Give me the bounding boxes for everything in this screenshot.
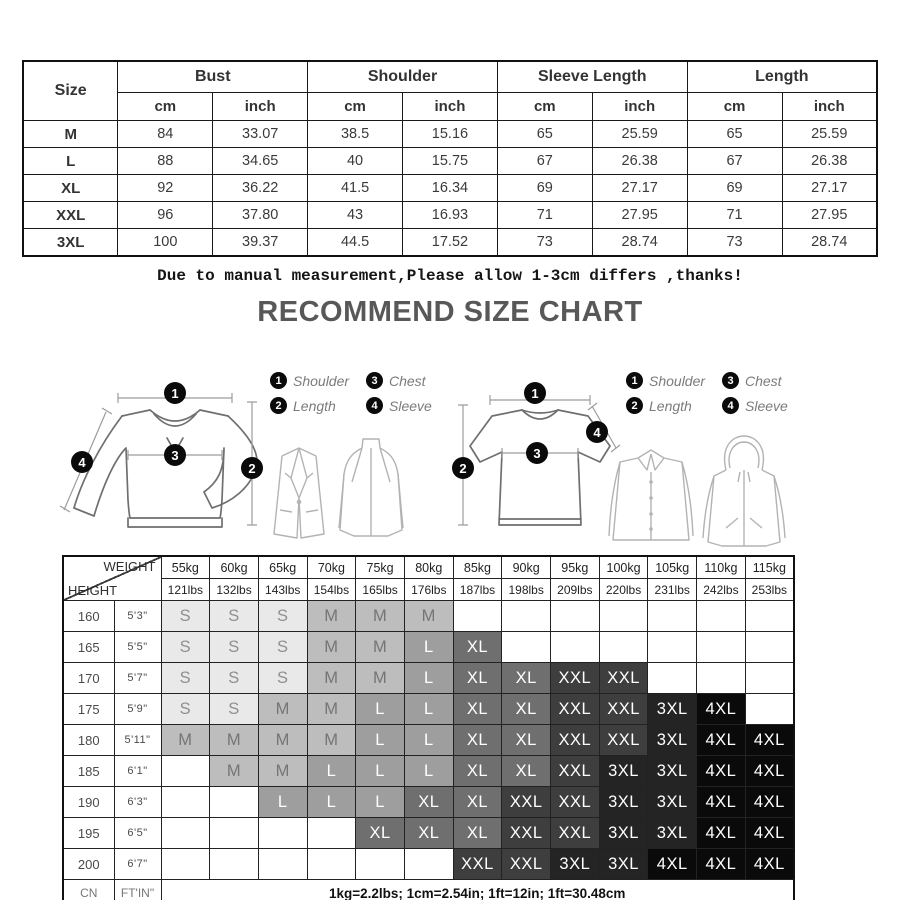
size-cell: L	[404, 694, 453, 725]
height-ftin: 6'5"	[114, 818, 161, 849]
weight-lbs-header: 176lbs	[404, 579, 453, 601]
weight-kg-header: 75kg	[356, 556, 405, 579]
height-cm: 175	[63, 694, 114, 725]
height-weight-corner	[63, 556, 161, 601]
size-cell: XL	[404, 818, 453, 849]
size-cell: 3XL	[599, 756, 648, 787]
height-cm: 180	[63, 725, 114, 756]
height-ftin: 5'3"	[114, 601, 161, 632]
measurement-value: 26.38	[782, 148, 877, 175]
size-cell: L	[404, 756, 453, 787]
size-matrix-table	[62, 555, 795, 900]
size-cell: M	[307, 694, 356, 725]
size-cell: 4XL	[648, 849, 697, 880]
empty-cell	[697, 601, 746, 632]
measurement-value: 25.59	[592, 121, 687, 148]
measure-point-badge: 1	[524, 382, 546, 404]
size-cell: 3XL	[648, 818, 697, 849]
empty-cell	[502, 632, 551, 663]
group-header: Shoulder	[308, 61, 498, 93]
legend-item	[366, 397, 452, 414]
empty-cell	[161, 787, 210, 818]
measurement-value: 41.5	[308, 175, 403, 202]
size-label: 3XL	[23, 229, 118, 257]
empty-cell	[161, 756, 210, 787]
size-cell: 3XL	[648, 725, 697, 756]
size-cell: S	[210, 694, 259, 725]
weight-kg-header: 115kg	[745, 556, 794, 579]
height-cm: 195	[63, 818, 114, 849]
size-cell: M	[307, 663, 356, 694]
empty-cell	[161, 849, 210, 880]
cn-unit-label: CN	[63, 880, 114, 900]
empty-cell	[307, 849, 356, 880]
measurement-value: 17.52	[403, 229, 498, 257]
legend-item	[270, 397, 366, 414]
size-cell: S	[161, 601, 210, 632]
size-cell: S	[258, 632, 307, 663]
measurement-value: 27.95	[592, 202, 687, 229]
weight-lbs-header: 198lbs	[502, 579, 551, 601]
weight-kg-header: 85kg	[453, 556, 502, 579]
size-cell: XXL	[502, 849, 551, 880]
unit-header: inch	[403, 93, 498, 121]
size-cell: M	[258, 756, 307, 787]
size-label: L	[23, 148, 118, 175]
legend-label: Shoulder	[293, 372, 350, 389]
empty-cell	[210, 787, 259, 818]
sweatshirt-diagram	[74, 410, 257, 527]
size-cell: M	[404, 601, 453, 632]
empty-cell	[745, 663, 794, 694]
weight-kg-header: 90kg	[502, 556, 551, 579]
measurement-value: 34.65	[213, 148, 308, 175]
height-row	[63, 725, 794, 756]
weight-kg-header: 80kg	[404, 556, 453, 579]
size-cell: XL	[453, 756, 502, 787]
empty-cell	[258, 849, 307, 880]
size-cell: M	[356, 663, 405, 694]
measurement-value: 65	[497, 121, 592, 148]
weight-kg-header: 110kg	[697, 556, 746, 579]
measurement-table	[22, 60, 878, 257]
size-cell: XL	[453, 725, 502, 756]
size-cell: M	[210, 756, 259, 787]
measurement-value: 28.74	[782, 229, 877, 257]
height-cm: 160	[63, 601, 114, 632]
size-cell: M	[307, 725, 356, 756]
size-cell: S	[161, 663, 210, 694]
size-cell: S	[161, 694, 210, 725]
empty-cell	[258, 818, 307, 849]
measurement-value: 27.17	[782, 175, 877, 202]
weight-lbs-header: 253lbs	[745, 579, 794, 601]
unit-header: inch	[213, 93, 308, 121]
size-label: M	[23, 121, 118, 148]
empty-cell	[210, 818, 259, 849]
weight-lbs-header: 165lbs	[356, 579, 405, 601]
legend-number-badge: 2	[270, 397, 287, 414]
measurement-value: 71	[497, 202, 592, 229]
measurement-value: 27.17	[592, 175, 687, 202]
height-ftin: 6'3"	[114, 787, 161, 818]
measurement-value: 44.5	[308, 229, 403, 257]
size-cell: XL	[453, 818, 502, 849]
weight-lbs-header: 187lbs	[453, 579, 502, 601]
weight-axis-label: WEIGHT	[103, 559, 156, 574]
empty-cell	[648, 601, 697, 632]
legend-left	[270, 372, 452, 414]
size-cell: 3XL	[551, 849, 600, 880]
measure-point-badge: 3	[164, 444, 186, 466]
shirt-icon	[609, 450, 693, 540]
height-cm: 190	[63, 787, 114, 818]
measurement-value: 25.59	[782, 121, 877, 148]
size-cell: S	[258, 601, 307, 632]
size-cell: XL	[502, 663, 551, 694]
group-header: Bust	[118, 61, 308, 93]
size-cell: L	[356, 725, 405, 756]
height-cm: 185	[63, 756, 114, 787]
measurement-value: 100	[118, 229, 213, 257]
weight-kg-header: 55kg	[161, 556, 210, 579]
measurement-value: 15.16	[403, 121, 498, 148]
size-cell: M	[161, 725, 210, 756]
legend-number-badge: 4	[366, 397, 383, 414]
size-cell: XL	[453, 694, 502, 725]
size-cell: M	[356, 601, 405, 632]
height-row	[63, 756, 794, 787]
size-cell: S	[210, 663, 259, 694]
empty-cell	[307, 818, 356, 849]
measurement-value: 16.34	[403, 175, 498, 202]
legend-label: Shoulder	[649, 372, 706, 389]
unit-header: cm	[308, 93, 403, 121]
measurement-value: 69	[497, 175, 592, 202]
weight-lbs-header: 121lbs	[161, 579, 210, 601]
size-cell: S	[210, 601, 259, 632]
weight-kg-header: 105kg	[648, 556, 697, 579]
empty-cell	[356, 849, 405, 880]
legend-item	[366, 372, 452, 389]
group-header: Length	[687, 61, 877, 93]
ftin-unit-label: FT'IN"	[114, 880, 161, 900]
legend-item	[270, 372, 366, 389]
size-cell: XXL	[551, 725, 600, 756]
measurement-value: 38.5	[308, 121, 403, 148]
size-cell: L	[356, 756, 405, 787]
measurement-value: 28.74	[592, 229, 687, 257]
legend-item	[722, 397, 808, 414]
weight-lbs-header: 209lbs	[551, 579, 600, 601]
size-cell: 4XL	[745, 756, 794, 787]
size-cell: L	[258, 787, 307, 818]
height-row	[63, 818, 794, 849]
size-cell: 4XL	[697, 756, 746, 787]
size-cell: XXL	[599, 694, 648, 725]
empty-cell	[599, 601, 648, 632]
size-cell: 3XL	[599, 849, 648, 880]
hoodie-icon	[703, 436, 785, 546]
size-cell: XXL	[599, 725, 648, 756]
size-cell: 4XL	[697, 694, 746, 725]
measurement-row	[23, 121, 877, 148]
size-cell: M	[210, 725, 259, 756]
measurement-value: 26.38	[592, 148, 687, 175]
measurement-value: 37.80	[213, 202, 308, 229]
legend-right	[626, 372, 808, 414]
empty-cell	[161, 818, 210, 849]
legend-label: Length	[649, 397, 692, 414]
legend-label: Length	[293, 397, 336, 414]
weight-kg-header: 95kg	[551, 556, 600, 579]
measurement-value: 36.22	[213, 175, 308, 202]
height-ftin: 6'1"	[114, 756, 161, 787]
measurement-value: 40	[308, 148, 403, 175]
weight-kg-header: 60kg	[210, 556, 259, 579]
unit-header: inch	[592, 93, 687, 121]
measurement-value: 67	[687, 148, 782, 175]
measurement-value: 67	[497, 148, 592, 175]
height-cm: 200	[63, 849, 114, 880]
size-cell: XXL	[551, 663, 600, 694]
measurement-value: 92	[118, 175, 213, 202]
size-cell: S	[258, 663, 307, 694]
measurement-value: 73	[687, 229, 782, 257]
size-cell: XL	[356, 818, 405, 849]
empty-cell	[648, 663, 697, 694]
height-row	[63, 849, 794, 880]
height-cm: 170	[63, 663, 114, 694]
measure-point-badge: 2	[241, 457, 263, 479]
height-ftin: 5'11"	[114, 725, 161, 756]
size-cell: XL	[502, 756, 551, 787]
size-cell: XXL	[502, 787, 551, 818]
blazer-icon	[274, 448, 324, 538]
height-row	[63, 663, 794, 694]
empty-cell	[551, 632, 600, 663]
measure-point-badge: 4	[71, 451, 93, 473]
size-cell: M	[258, 694, 307, 725]
size-cell: XXL	[551, 756, 600, 787]
unit-header: cm	[497, 93, 592, 121]
size-cell: 4XL	[697, 787, 746, 818]
empty-cell	[210, 849, 259, 880]
unit-header: cm	[118, 93, 213, 121]
size-cell: L	[404, 663, 453, 694]
legend-item	[626, 397, 722, 414]
height-row	[63, 787, 794, 818]
size-cell: XXL	[551, 787, 600, 818]
size-cell: XL	[502, 725, 551, 756]
legend-number-badge: 2	[626, 397, 643, 414]
empty-cell	[404, 849, 453, 880]
size-cell: XXL	[453, 849, 502, 880]
size-label: XL	[23, 175, 118, 202]
measurement-row	[23, 148, 877, 175]
size-cell: 3XL	[599, 818, 648, 849]
size-cell: 4XL	[697, 725, 746, 756]
legend-label: Sleeve	[389, 397, 432, 414]
size-cell: XXL	[551, 818, 600, 849]
height-axis-label: HEIGHT	[68, 583, 118, 598]
size-cell: 3XL	[648, 756, 697, 787]
height-row	[63, 601, 794, 632]
empty-cell	[745, 694, 794, 725]
measurement-value: 39.37	[213, 229, 308, 257]
unit-header: cm	[687, 93, 782, 121]
size-cell: L	[404, 632, 453, 663]
size-cell: XL	[502, 694, 551, 725]
legend-item	[722, 372, 808, 389]
height-ftin: 5'5"	[114, 632, 161, 663]
legend-number-badge: 3	[722, 372, 739, 389]
empty-cell	[745, 601, 794, 632]
weight-lbs-header: 220lbs	[599, 579, 648, 601]
weight-kg-header: 70kg	[307, 556, 356, 579]
legend-item	[626, 372, 722, 389]
weight-lbs-header: 154lbs	[307, 579, 356, 601]
jacket-icon	[339, 439, 403, 536]
measure-point-badge: 2	[452, 457, 474, 479]
legend-label: Chest	[745, 372, 782, 389]
weight-kg-header: 65kg	[258, 556, 307, 579]
height-ftin: 5'7"	[114, 663, 161, 694]
size-cell: 4XL	[697, 849, 746, 880]
measurement-value: 16.93	[403, 202, 498, 229]
size-cell: L	[307, 787, 356, 818]
weight-lbs-header: 242lbs	[697, 579, 746, 601]
group-header: Sleeve Length	[497, 61, 687, 93]
measurement-value: 73	[497, 229, 592, 257]
legend-label: Chest	[389, 372, 426, 389]
size-cell: 4XL	[745, 818, 794, 849]
legend-number-badge: 3	[366, 372, 383, 389]
measure-point-badge: 3	[526, 442, 548, 464]
size-cell: S	[161, 632, 210, 663]
measurement-value: 27.95	[782, 202, 877, 229]
weight-lbs-header: 132lbs	[210, 579, 259, 601]
size-cell: XL	[404, 787, 453, 818]
measurement-value: 65	[687, 121, 782, 148]
height-ftin: 5'9"	[114, 694, 161, 725]
empty-cell	[697, 663, 746, 694]
size-cell: 4XL	[745, 725, 794, 756]
size-cell: 4XL	[745, 787, 794, 818]
measurement-row	[23, 175, 877, 202]
size-cell: M	[307, 632, 356, 663]
size-cell: L	[356, 787, 405, 818]
empty-cell	[551, 601, 600, 632]
size-cell: 3XL	[599, 787, 648, 818]
measurement-row	[23, 202, 877, 229]
size-cell: XL	[453, 787, 502, 818]
size-cell: 3XL	[648, 787, 697, 818]
measurement-note: Due to manual measurement,Please allow 1-3cm differs ,thanks!	[157, 267, 743, 285]
size-cell: 4XL	[745, 849, 794, 880]
measurement-value: 33.07	[213, 121, 308, 148]
size-corner-header: Size	[23, 61, 118, 121]
empty-cell	[599, 632, 648, 663]
size-cell: XL	[453, 632, 502, 663]
size-label: XXL	[23, 202, 118, 229]
size-cell: XL	[453, 663, 502, 694]
size-cell: 3XL	[648, 694, 697, 725]
measurement-value: 71	[687, 202, 782, 229]
weight-kg-header: 100kg	[599, 556, 648, 579]
height-row	[63, 694, 794, 725]
empty-cell	[502, 601, 551, 632]
measurement-value: 15.75	[403, 148, 498, 175]
measure-point-badge: 1	[164, 382, 186, 404]
legend-number-badge: 1	[270, 372, 287, 389]
measurement-value: 96	[118, 202, 213, 229]
conversion-note: 1kg=2.2lbs; 1cm=2.54in; 1ft=12in; 1ft=30.48cm	[161, 880, 794, 900]
size-cell: L	[404, 725, 453, 756]
height-row	[63, 632, 794, 663]
unit-header: inch	[782, 93, 877, 121]
height-cm: 165	[63, 632, 114, 663]
size-cell: M	[307, 601, 356, 632]
empty-cell	[697, 632, 746, 663]
size-cell: M	[258, 725, 307, 756]
weight-lbs-header: 231lbs	[648, 579, 697, 601]
measurement-value: 88	[118, 148, 213, 175]
size-cell: XXL	[551, 694, 600, 725]
size-cell: XXL	[502, 818, 551, 849]
measurement-value: 84	[118, 121, 213, 148]
size-cell: XXL	[599, 663, 648, 694]
legend-number-badge: 4	[722, 397, 739, 414]
size-cell: 4XL	[697, 818, 746, 849]
measure-point-badge: 4	[586, 421, 608, 443]
size-cell: L	[356, 694, 405, 725]
height-ftin: 6'7"	[114, 849, 161, 880]
measurement-value: 69	[687, 175, 782, 202]
page-title: RECOMMEND SIZE CHART	[257, 296, 643, 328]
empty-cell	[453, 601, 502, 632]
weight-lbs-header: 143lbs	[258, 579, 307, 601]
legend-number-badge: 1	[626, 372, 643, 389]
size-cell: L	[307, 756, 356, 787]
measurement-value: 43	[308, 202, 403, 229]
empty-cell	[745, 632, 794, 663]
measurement-row	[23, 229, 877, 257]
size-cell: S	[210, 632, 259, 663]
empty-cell	[648, 632, 697, 663]
size-cell: M	[356, 632, 405, 663]
legend-label: Sleeve	[745, 397, 788, 414]
